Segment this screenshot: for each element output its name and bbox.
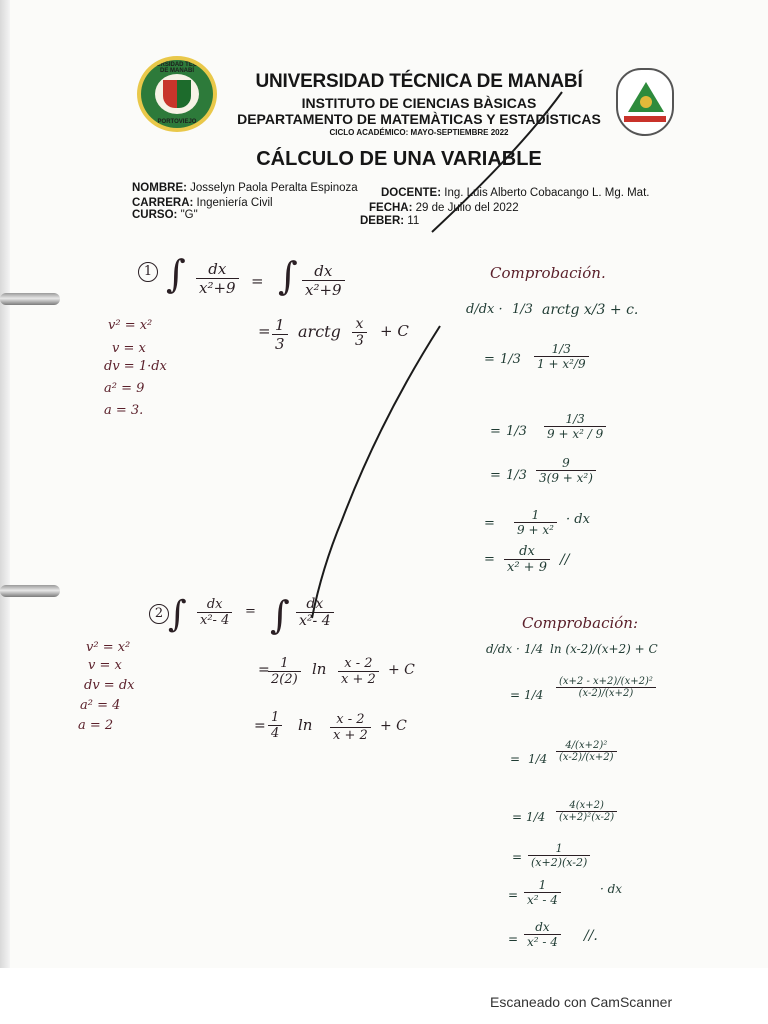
p1-sub-1: v² = x² — [108, 318, 153, 333]
p2-sub-4: a² = 4 — [80, 698, 121, 713]
p2-check-coef: 1/4 — [528, 752, 548, 766]
integral-sign: ∫ — [278, 254, 298, 298]
p2-result-arg-num: x - 2 — [330, 712, 371, 728]
p2-check-title: Comprobación: — [522, 614, 639, 632]
p2-equals: = — [245, 604, 256, 619]
p2-check-num: (x+2 - x+2)/(x+2)² — [556, 676, 656, 688]
p2-check-den: x² - 4 — [527, 935, 558, 949]
university-name: UNIVERSIDAD TÉCNICA DE MANABÍ — [255, 71, 583, 92]
p1-check-den: 1 + x²/9 — [537, 357, 586, 371]
homework-value: 11 — [407, 215, 420, 227]
p2-sub-1: v² = x² — [86, 640, 131, 655]
p2-result-func: ln — [298, 716, 313, 734]
p1-result-coef-num: 1 — [272, 316, 288, 335]
p1-check-num: 1/3 — [534, 342, 589, 357]
integral-sign: ∫ — [168, 594, 187, 635]
p2-check-den: (x-2)/(x+2) — [578, 688, 634, 699]
p2-sub-5: a = 2 — [78, 718, 114, 733]
date-value: 29 de Julio del 2022 — [415, 202, 519, 214]
p1-check-coef: 1/3 — [512, 302, 533, 317]
p1-sub-2: v = x — [112, 341, 146, 356]
p2-restate-den: x²- 4 — [299, 613, 331, 629]
p2-check-coef: 1/4 — [526, 810, 546, 824]
p2-check-num: 1 — [524, 878, 561, 893]
career-value: Ingeniería Civil — [196, 197, 273, 209]
p1-check-eq: = — [484, 516, 495, 531]
p2-step-func: ln — [312, 660, 327, 678]
camscanner-watermark: Escaneado con CamScanner — [490, 994, 673, 1010]
p1-sub-4: a² = 9 — [104, 381, 145, 396]
p2-step-const: + C — [388, 662, 415, 678]
p1-check-num: 1 — [514, 508, 557, 523]
homework-label: DEBER: — [360, 215, 405, 227]
p1-check-coef: 1/3 — [506, 424, 527, 439]
p2-step-arg-num: x - 2 — [338, 656, 379, 672]
p1-check-eq: = — [490, 424, 501, 439]
p2-check-num: 4(x+2) — [556, 800, 617, 812]
p1-sub-5: a = 3. — [104, 403, 144, 418]
problem-2-number: 2 — [149, 604, 169, 624]
p2-step-equals: = — [258, 662, 270, 678]
p2-check-pre: d/dx · — [486, 642, 520, 656]
p1-check-tail: · dx — [566, 512, 590, 527]
p2-check-eq: = — [512, 810, 523, 824]
p1-result-const: + C — [380, 322, 409, 340]
p2-step-coef-num: 1 — [268, 656, 301, 672]
name-label: NOMBRE: — [132, 182, 187, 194]
p2-integrand-num: dx — [197, 597, 232, 613]
p2-check-den: x² - 4 — [527, 893, 558, 907]
teacher-label: DOCENTE: — [381, 187, 442, 199]
p2-check-den: (x-2)/(x+2) — [559, 752, 614, 763]
p1-restate-den: x²+9 — [305, 281, 342, 299]
p2-restate-num: dx — [296, 596, 334, 613]
p1-result-arg-num: x — [352, 316, 367, 333]
p1-equals: = — [251, 272, 264, 290]
p1-sub-3: dv = 1·dx — [104, 359, 167, 374]
p2-sub-3: dv = dx — [84, 678, 135, 693]
p2-check-eq: = — [510, 688, 521, 702]
p1-check-den: x² + 9 — [507, 560, 547, 575]
course-label: CURSO: — [132, 209, 178, 221]
p1-result-func: arctg — [298, 322, 341, 341]
department-name: DEPARTAMENTO DE MATEMÀTICAS Y ESTADÌSTICAS — [237, 111, 601, 127]
integral-sign: ∫ — [270, 593, 290, 637]
course-title: CÁLCULO DE UNA VARIABLE — [256, 148, 542, 170]
institute-name: INSTITUTO DE CIENCIAS BÀSICAS — [301, 95, 537, 111]
p2-check-eq: = — [512, 850, 523, 864]
p2-result-coef-num: 1 — [268, 710, 282, 726]
p2-check-num: 1 — [528, 842, 590, 856]
p2-check-den: (x+2)(x-2) — [531, 856, 588, 869]
p1-check-pre: d/dx · — [466, 302, 503, 317]
p1-check-eq: = — [484, 352, 495, 367]
p1-check-num: dx — [504, 544, 550, 560]
p2-check-tail: //. — [584, 928, 598, 944]
p1-check-den: 3(9 + x²) — [539, 471, 593, 485]
problem-1-number: 1 — [138, 262, 158, 282]
p1-check-den: 9 + x² / 9 — [547, 427, 604, 441]
p2-result-coef-den: 4 — [271, 726, 280, 741]
p2-check-num: dx — [524, 920, 561, 935]
p2-check-tail: · dx — [600, 882, 623, 896]
p1-check-eq: = — [484, 552, 495, 567]
p2-check-eq: = — [508, 888, 519, 902]
academic-cycle: CICLO ACADÉMICO: MAYO-SEPTIEMBRE 2022 — [329, 128, 509, 137]
p2-check-body: ln (x-2)/(x+2) + C — [550, 642, 658, 656]
p1-check-coef: 1/3 — [506, 468, 527, 483]
date-label: FECHA: — [369, 202, 413, 214]
p2-check-coef: 1/4 — [524, 642, 544, 656]
seal-text-top: UNIVERSIDAD TÉCNICA DE MANABÍ — [142, 62, 212, 74]
career-label: CARRERA: — [132, 197, 194, 209]
p2-integrand-den: x²- 4 — [200, 613, 230, 628]
p1-check-coef: 1/3 — [500, 352, 521, 367]
p1-check-eq: = — [490, 468, 501, 483]
p2-check-eq: = — [510, 752, 521, 766]
signature-top-stroke — [432, 92, 562, 232]
seal-text-bottom: PORTOVIEJO — [157, 119, 197, 125]
p2-check-coef: 1/4 — [524, 688, 544, 702]
p2-result-arg-den: x + 2 — [333, 728, 368, 743]
p1-restate-num: dx — [302, 262, 345, 281]
teacher-value: Ing. Luis Alberto Cobacango L. Mg. Mat. — [444, 187, 650, 199]
p2-step-coef-den: 2(2) — [271, 672, 298, 687]
p2-result-equals: = — [254, 718, 266, 734]
p1-result-arg-den: 3 — [355, 333, 364, 349]
p1-check-title: Comprobación. — [490, 264, 606, 282]
course-value: "G" — [180, 209, 198, 221]
p2-sub-2: v = x — [88, 658, 122, 673]
p1-result-equals: = — [258, 322, 271, 340]
p1-check-den: 9 + x² — [517, 523, 554, 537]
p2-result-const: + C — [380, 718, 407, 734]
name-value: Josselyn Paola Peralta Espinoza — [190, 182, 358, 194]
p1-check-tail: // — [560, 552, 570, 568]
p1-check-num: 1/3 — [544, 412, 606, 427]
p1-check-body: arctg x/3 + c. — [542, 302, 639, 318]
p2-check-den: (x+2)²(x-2) — [559, 812, 615, 823]
p2-check-eq: = — [508, 932, 519, 946]
p1-integrand-num: dx — [196, 260, 239, 279]
p1-check-num: 9 — [536, 456, 596, 471]
p2-step-arg-den: x + 2 — [341, 672, 376, 687]
integral-sign: ∫ — [166, 252, 186, 296]
p1-integrand-den: x²+9 — [199, 279, 236, 297]
p1-result-coef-den: 3 — [275, 335, 285, 353]
p2-check-num: 4/(x+2)² — [556, 740, 617, 752]
signature-long-stroke — [312, 326, 440, 618]
